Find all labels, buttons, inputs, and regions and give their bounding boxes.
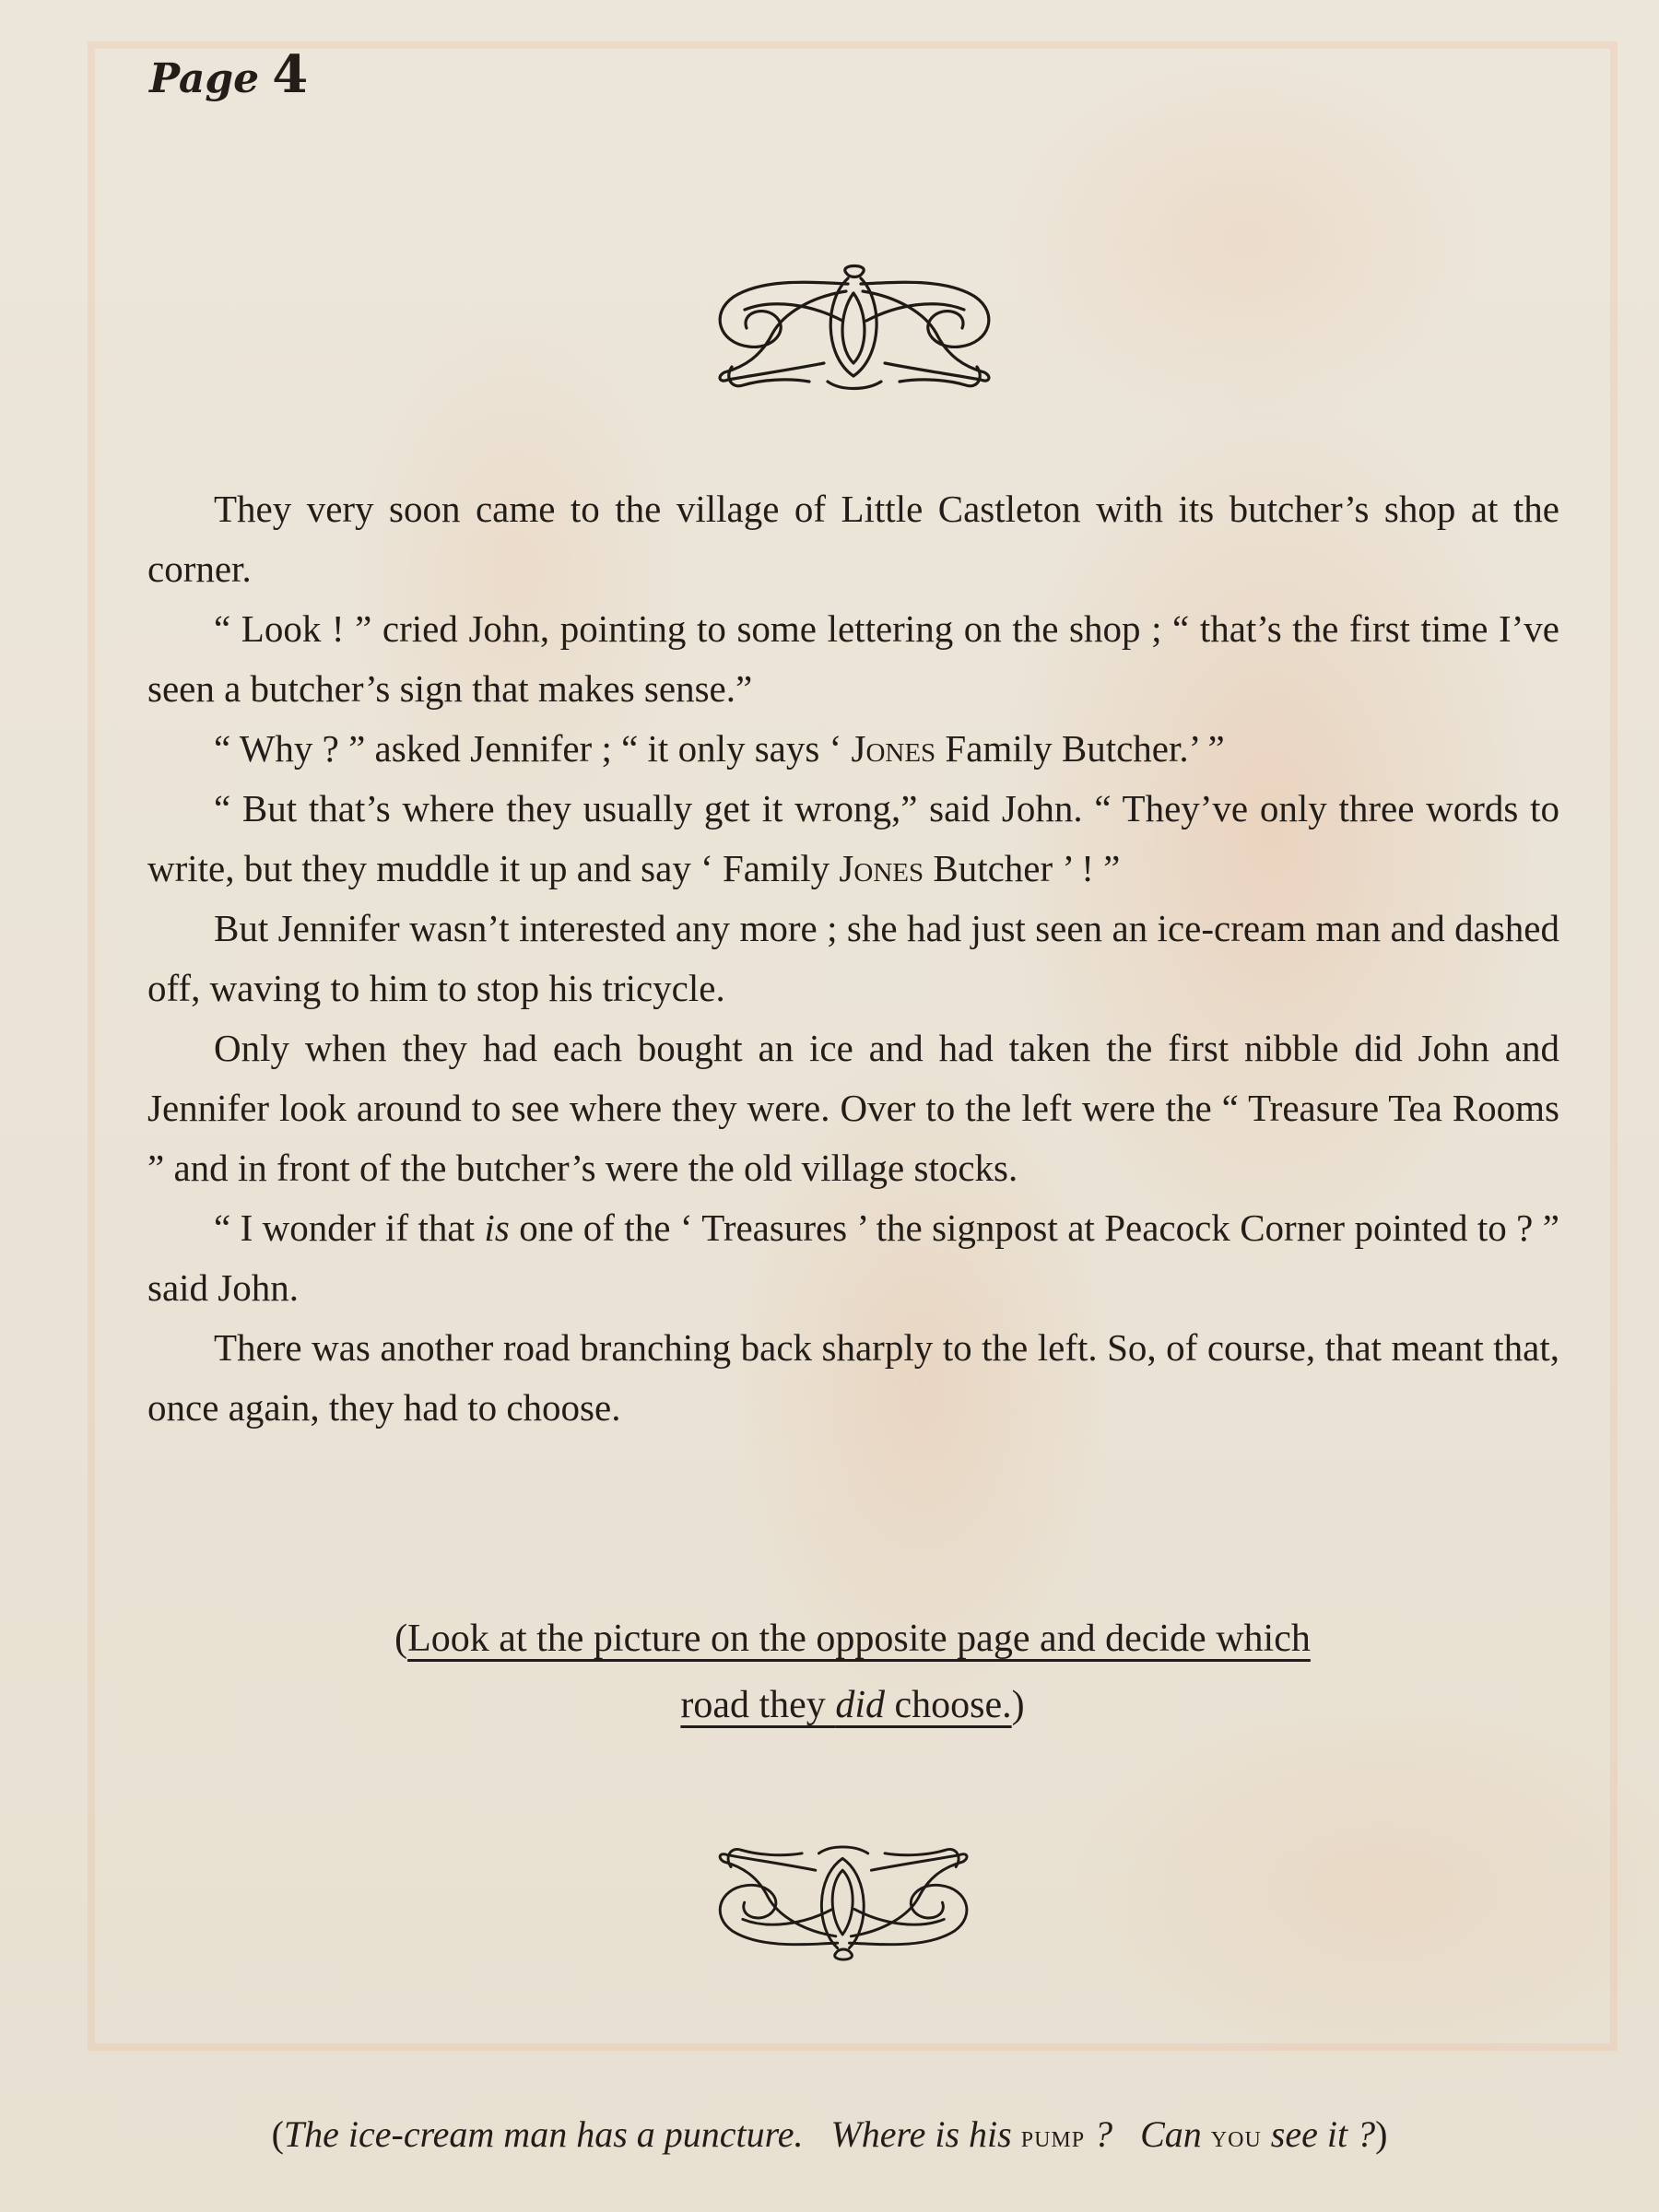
story-text bbox=[147, 479, 1559, 1438]
paragraph: They very soon came to the village of Little Castleton with its butcher’s shop at the corner. bbox=[147, 488, 1559, 590]
reader-instruction: (Look at the picture on the opposite page and decide which road they did choose.) bbox=[394, 1618, 1311, 1726]
paragraph: “ Look ! ” cried John, pointing to some lettering on the shop ; “ that’s the first time I’ve seen a butcher’s sign that makes sense.” bbox=[147, 607, 1559, 710]
paragraph: There was another road branching back sharply to the left. So, of course, that meant that, once again, they had to choose. bbox=[147, 1326, 1559, 1429]
instruction-line-1: Look at the picture on the opposite page and decide which bbox=[407, 1618, 1311, 1660]
page-heading bbox=[149, 44, 308, 105]
emphasis: is bbox=[484, 1206, 510, 1249]
instruction-line-2: road they did choose. bbox=[680, 1684, 1012, 1726]
picture-caption: (The ice-cream man has a puncture. Where is his pump ? Can you see it ?) bbox=[271, 2113, 1388, 2155]
page-word: Page bbox=[149, 55, 260, 102]
paragraph: But Jennifer wasn’t interested any more ; she had just seen an ice-cream man and dashed off, waving to him to stop his tricycle. bbox=[147, 907, 1559, 1009]
jones-name: Jones bbox=[839, 847, 924, 889]
paragraph: “ But that’s where they usually get it wrong,” said John. “ They’ve only three words to write, but they muddle it up and say ‘ Family Jones Butcher ’ ! ” bbox=[147, 787, 1559, 889]
ribbon-bow-ornament-bottom bbox=[700, 1841, 988, 1965]
ribbon-bow-ornament-top bbox=[708, 260, 1003, 394]
pump-word: pump bbox=[1020, 2120, 1086, 2154]
paragraph: Only when they had each bought an ice and had taken the first nibble did John and Jennifer look around to see where they were. Over to the left were the “ Treasure Tea Rooms ” and in front of the butcher’s were the old village stocks. bbox=[147, 1027, 1559, 1189]
jones-name: Jones bbox=[851, 727, 936, 770]
paragraph: “ I wonder if that is one of the ‘ Treasures ’ the signpost at Peacock Corner pointed to ? ” said John. bbox=[147, 1206, 1559, 1309]
page-number: 4 bbox=[272, 44, 309, 105]
you-word: you bbox=[1210, 2120, 1262, 2154]
paragraph: “ Why ? ” asked Jennifer ; “ it only says ‘ Jones Family Butcher.’ ” bbox=[214, 727, 1225, 770]
